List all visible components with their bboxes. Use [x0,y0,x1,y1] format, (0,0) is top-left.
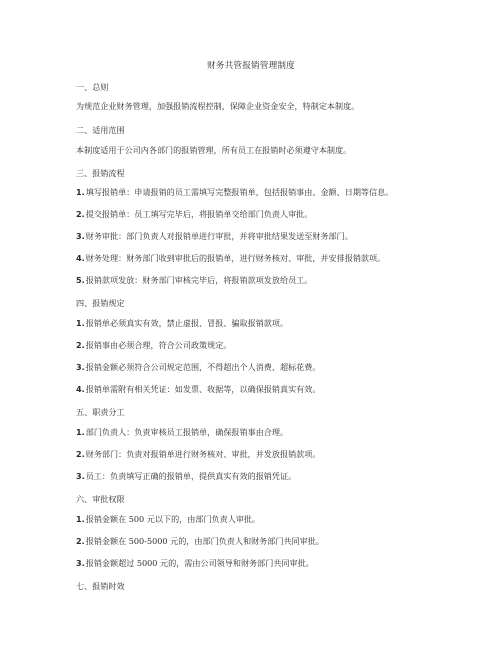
list-item [76,514,436,525]
list-number: 2. [76,536,85,546]
list-number: 3. [76,558,85,568]
list-number: 5. [76,275,85,285]
list-number: 3. [76,231,85,241]
list-item [76,362,436,373]
list-text: 报销单必须真实有效，禁止虚报、冒报、骗取报销款项。 [85,318,289,328]
section-heading: 三、报销流程 [76,168,125,178]
list-item [76,471,436,482]
paragraph: 为规范企业财务管理，加强报销流程控制，保障企业资金安全，特制定本制度。 [76,101,360,111]
list-number: 4. [76,253,85,263]
list-item [76,427,436,438]
section-heading: 五、职责分工 [76,407,125,417]
section-heading: 四、报销规定 [76,298,125,308]
list-item [76,536,436,547]
list-number: 3. [76,362,85,372]
list-number: 1. [76,318,85,328]
list-item [76,253,436,264]
section-heading: 六、审批权限 [76,494,125,504]
list-text: 提交报销单：员工填写完毕后，将报销单交给部门负责人审批。 [85,209,313,219]
list-item [76,449,436,460]
list-number: 1. [76,514,85,524]
list-text: 报销事由必须合理，符合公司政策规定。 [85,340,232,350]
list-item [76,384,436,395]
list-text: 财务审批：部门负责人对报销单进行审批，并将审批结果发送至财务部门。 [85,231,353,241]
list-number: 4. [76,384,85,394]
list-text: 财务处理：财务部门收到审批后的报销单，进行财务核对、审批，并安排报销款项。 [85,253,386,263]
list-text: 财务部门：负责对报销单进行财务核对、审批，并发放报销款项。 [85,449,321,459]
list-item [76,187,436,198]
list-number: 3. [76,471,85,481]
list-text: 报销金额超过 5000 元的，需由公司领导和财务部门共同审批。 [85,558,314,568]
list-number: 1. [76,187,85,197]
section-heading: 一、总则 [76,82,109,92]
list-item [76,340,436,351]
list-number: 2. [76,209,85,219]
list-text: 报销金额必须符合公司规定范围，不得超出个人消费、超标花费。 [85,362,321,372]
list-text: 报销单需附有相关凭证：如发票、收据等，以确保报销真实有效。 [85,384,321,394]
list-text: 员工：负责填写正确的报销单，提供真实有效的报销凭证。 [85,471,297,481]
list-text: 部门负责人：负责审核员工报销单，确保报销事由合理。 [85,427,289,437]
document-title: 财务共管报销管理制度 [207,61,295,71]
list-item [76,558,436,569]
list-item [76,318,436,329]
list-item [76,209,436,220]
list-text: 报销款项发放：财务部门审核完毕后，将报销款项发放给员工。 [85,275,313,285]
list-number: 2. [76,340,85,350]
list-text: 报销金额在 500-5000 元的，由部门负责人和财务部门共同审批。 [85,536,324,546]
list-text: 报销金额在 500 元以下的，由部门负责人审批。 [85,514,261,524]
section-heading: 二、适用范围 [76,125,125,135]
list-number: 1. [76,427,85,437]
list-text: 填写报销单：申请报销的员工需填写完整报销单，包括报销事由、金额、日期等信息。 [85,187,394,197]
paragraph: 本制度适用于公司内各部门的报销管理，所有员工在报销时必须遵守本制度。 [76,145,352,155]
list-number: 2. [76,449,85,459]
list-item [76,275,436,286]
section-heading: 七、报销时效 [76,581,125,591]
list-item [76,231,436,242]
